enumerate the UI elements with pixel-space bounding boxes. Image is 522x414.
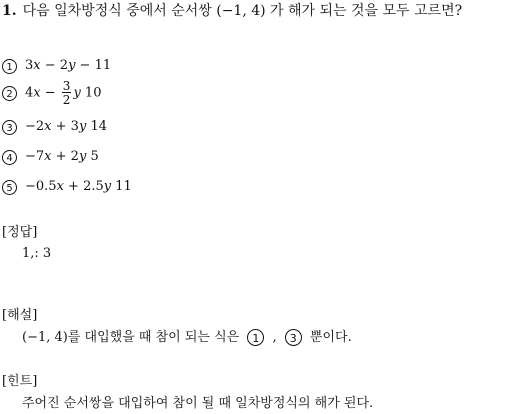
choice-4-coef-x: −7 (25, 149, 45, 164)
question-text: 다음 일차방정식 중에서 순서쌍 (−1, 4) 가 해가 되는 것을 모두 고르면? (22, 3, 463, 19)
choice-5-expression (25, 179, 132, 195)
choice-2-expression (25, 80, 101, 106)
hint-text: 주어진 순서쌍을 대입하여 참이 될 때 일차방정식의 해가 된다. (22, 396, 374, 411)
explanation-text (22, 329, 352, 347)
choice-1-coef-x: 3 (25, 58, 34, 73)
choice-1-coef-y: − 2 (40, 58, 69, 73)
choice-5-constant: 11 (111, 179, 132, 194)
choice-1-var-x: x (33, 58, 41, 73)
choice-4-mark: 4 (2, 150, 17, 165)
choice-4-constant: 5 (86, 149, 99, 164)
choice-2-fraction-numerator: 3 (62, 79, 71, 93)
choice-1-constant: − 11 (75, 58, 112, 73)
choice-4-coef-y: + 2 (51, 149, 79, 164)
choice-3-var-y: y (78, 119, 87, 134)
question-number: 1. (2, 3, 17, 19)
question (2, 2, 520, 20)
choice-1-expression (25, 58, 111, 74)
choice-4 (2, 149, 99, 165)
explanation-separator: , (272, 330, 277, 345)
answer-label: [정답] (2, 225, 38, 240)
choice-5-var-y: y (103, 179, 112, 194)
choice-4-var-x: x (44, 149, 52, 164)
choice-2-fraction (62, 80, 72, 106)
choice-5-coef-x: −0.5 (25, 179, 57, 194)
choice-2-fraction-denominator: 2 (62, 93, 71, 107)
choice-1 (2, 58, 111, 74)
choice-2-var-x: x (33, 85, 41, 101)
choice-5-var-x: x (56, 179, 64, 194)
choice-3-expression (25, 119, 107, 135)
choice-2-operator: − (40, 85, 60, 101)
choice-2-var-y: y (73, 85, 81, 101)
explanation-label: [해설] (2, 308, 38, 323)
choice-3-var-x: x (44, 119, 52, 134)
choice-5-mark: 5 (2, 180, 17, 195)
choice-5 (2, 179, 132, 195)
choice-3-constant: 14 (86, 119, 107, 134)
choice-3-mark: 3 (2, 120, 17, 135)
explanation-before: (−1, 4)를 대입했을 때 참이 되는 식은 (22, 330, 240, 345)
explanation-after: 뿐이다. (309, 330, 352, 345)
answer-text: 1,: 3 (22, 246, 52, 261)
choice-3-coef-y: + 3 (51, 119, 79, 134)
choice-2-constant: 10 (80, 85, 102, 101)
choice-1-var-y: y (68, 58, 76, 73)
explanation-circle-1: 1 (247, 329, 264, 346)
choice-2-coef-x: 4 (25, 85, 34, 101)
hint-label: [힌트] (2, 374, 38, 389)
choice-4-expression (25, 149, 99, 165)
explanation-circle-2: 3 (285, 329, 302, 346)
choice-3-coef-x: −2 (25, 119, 45, 134)
choice-1-mark: 1 (2, 59, 17, 74)
choice-5-coef-y: + 2.5 (63, 179, 104, 194)
choice-2-mark: 2 (2, 86, 17, 101)
choice-3 (2, 119, 107, 135)
choice-2 (2, 80, 101, 106)
choice-4-var-y: y (78, 149, 87, 164)
